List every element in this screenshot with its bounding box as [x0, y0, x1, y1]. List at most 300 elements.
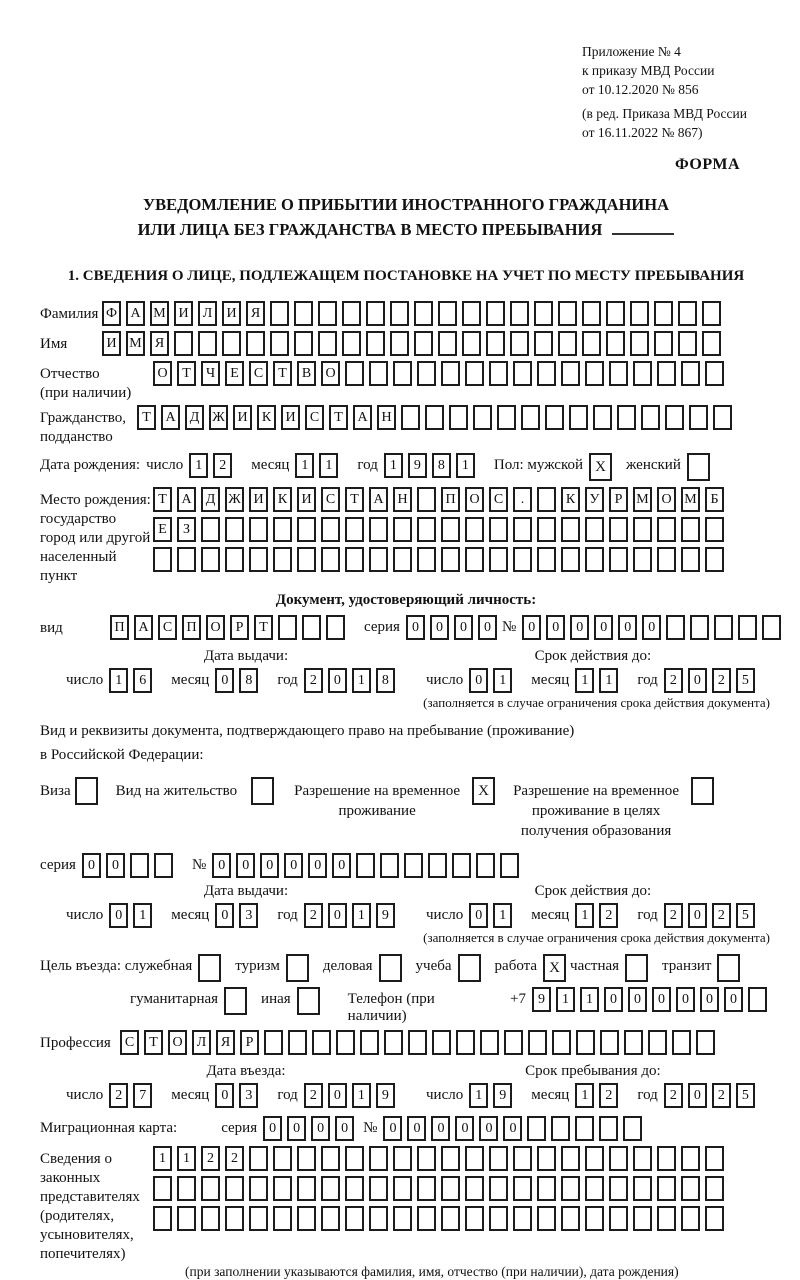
char-cell[interactable] — [428, 853, 447, 878]
purpose-tourism-checkbox[interactable] — [286, 954, 309, 982]
char-cell[interactable]: 1 — [133, 903, 152, 928]
char-cell[interactable]: 0 — [236, 853, 255, 878]
char-cell[interactable] — [600, 1030, 619, 1055]
char-cell[interactable]: З — [177, 517, 196, 542]
char-cell[interactable] — [321, 547, 340, 572]
char-cell[interactable] — [552, 1030, 571, 1055]
char-cell[interactable] — [681, 361, 700, 386]
char-cell[interactable]: Е — [153, 517, 172, 542]
char-cell[interactable]: 0 — [688, 903, 707, 928]
char-cell[interactable]: 0 — [215, 1083, 234, 1108]
char-cell[interactable] — [201, 1176, 220, 1201]
char-cell[interactable]: П — [110, 615, 129, 640]
char-cell[interactable]: 0 — [284, 853, 303, 878]
char-cell[interactable] — [609, 547, 628, 572]
char-cell[interactable] — [537, 361, 556, 386]
char-cell[interactable]: 5 — [736, 903, 755, 928]
char-cell[interactable] — [489, 547, 508, 572]
char-cell[interactable] — [393, 547, 412, 572]
char-cell[interactable] — [558, 301, 577, 326]
char-cell[interactable]: 0 — [215, 903, 234, 928]
char-cell[interactable]: Т — [137, 405, 156, 430]
char-cell[interactable] — [462, 331, 481, 356]
char-cell[interactable]: С — [158, 615, 177, 640]
char-cell[interactable] — [465, 517, 484, 542]
char-cell[interactable] — [384, 1030, 403, 1055]
char-cell[interactable]: К — [257, 405, 276, 430]
char-cell[interactable] — [657, 1146, 676, 1171]
char-cell[interactable] — [201, 517, 220, 542]
char-cell[interactable] — [153, 547, 172, 572]
char-cell[interactable] — [705, 361, 724, 386]
char-cell[interactable]: 2 — [712, 1083, 731, 1108]
char-cell[interactable]: 2 — [712, 903, 731, 928]
char-cell[interactable]: 2 — [201, 1146, 220, 1171]
char-cell[interactable] — [561, 547, 580, 572]
char-cell[interactable]: 2 — [599, 1083, 618, 1108]
char-cell[interactable] — [452, 853, 471, 878]
char-cell[interactable] — [534, 301, 553, 326]
char-cell[interactable]: И — [222, 301, 241, 326]
char-cell[interactable] — [705, 1206, 724, 1231]
char-cell[interactable]: А — [177, 487, 196, 512]
char-cell[interactable] — [561, 361, 580, 386]
char-cell[interactable]: 6 — [133, 668, 152, 693]
char-cell[interactable]: Т — [329, 405, 348, 430]
char-cell[interactable] — [177, 547, 196, 572]
char-cell[interactable]: . — [513, 487, 532, 512]
char-cell[interactable] — [249, 547, 268, 572]
char-cell[interactable] — [225, 517, 244, 542]
char-cell[interactable] — [473, 405, 492, 430]
char-cell[interactable]: 3 — [239, 903, 258, 928]
char-cell[interactable] — [513, 547, 532, 572]
char-cell[interactable]: Т — [254, 615, 273, 640]
char-cell[interactable]: 0 — [546, 615, 565, 640]
char-cell[interactable] — [393, 1206, 412, 1231]
char-cell[interactable]: 0 — [407, 1116, 426, 1141]
char-cell[interactable] — [633, 361, 652, 386]
char-cell[interactable] — [401, 405, 420, 430]
char-cell[interactable]: О — [168, 1030, 187, 1055]
char-cell[interactable] — [294, 331, 313, 356]
char-cell[interactable] — [417, 547, 436, 572]
char-cell[interactable] — [558, 331, 577, 356]
char-cell[interactable]: П — [441, 487, 460, 512]
char-cell[interactable] — [366, 301, 385, 326]
char-cell[interactable] — [249, 1176, 268, 1201]
char-cell[interactable] — [273, 1146, 292, 1171]
char-cell[interactable] — [713, 405, 732, 430]
char-cell[interactable] — [369, 547, 388, 572]
char-cell[interactable] — [302, 615, 321, 640]
purpose-work-checkbox[interactable]: X — [543, 954, 566, 982]
char-cell[interactable] — [681, 517, 700, 542]
char-cell[interactable] — [486, 331, 505, 356]
char-cell[interactable]: 1 — [352, 903, 371, 928]
char-cell[interactable]: 0 — [328, 668, 347, 693]
char-cell[interactable] — [345, 1176, 364, 1201]
char-cell[interactable] — [582, 331, 601, 356]
char-cell[interactable]: А — [369, 487, 388, 512]
char-cell[interactable]: 2 — [213, 453, 232, 478]
char-cell[interactable]: 0 — [260, 853, 279, 878]
char-cell[interactable]: 2 — [304, 1083, 323, 1108]
char-cell[interactable]: 5 — [736, 1083, 755, 1108]
char-cell[interactable] — [599, 1116, 618, 1141]
char-cell[interactable] — [441, 547, 460, 572]
char-cell[interactable]: 2 — [712, 668, 731, 693]
char-cell[interactable] — [545, 405, 564, 430]
char-cell[interactable]: С — [489, 487, 508, 512]
char-cell[interactable] — [297, 1146, 316, 1171]
char-cell[interactable] — [678, 301, 697, 326]
char-cell[interactable] — [609, 361, 628, 386]
char-cell[interactable] — [369, 517, 388, 542]
char-cell[interactable] — [617, 405, 636, 430]
char-cell[interactable] — [537, 1146, 556, 1171]
char-cell[interactable]: 0 — [335, 1116, 354, 1141]
char-cell[interactable] — [609, 1146, 628, 1171]
char-cell[interactable]: К — [561, 487, 580, 512]
char-cell[interactable] — [489, 1176, 508, 1201]
char-cell[interactable] — [510, 331, 529, 356]
char-cell[interactable]: 9 — [532, 987, 551, 1012]
char-cell[interactable] — [714, 615, 733, 640]
char-cell[interactable]: 0 — [454, 615, 473, 640]
char-cell[interactable] — [654, 331, 673, 356]
char-cell[interactable] — [705, 1176, 724, 1201]
char-cell[interactable] — [369, 361, 388, 386]
char-cell[interactable] — [585, 517, 604, 542]
char-cell[interactable] — [201, 547, 220, 572]
char-cell[interactable]: 9 — [376, 1083, 395, 1108]
char-cell[interactable] — [681, 547, 700, 572]
gender-female-checkbox[interactable] — [687, 453, 710, 481]
char-cell[interactable] — [489, 1206, 508, 1231]
char-cell[interactable] — [345, 547, 364, 572]
char-cell[interactable] — [630, 301, 649, 326]
char-cell[interactable] — [393, 1176, 412, 1201]
char-cell[interactable] — [561, 1206, 580, 1231]
char-cell[interactable] — [537, 1206, 556, 1231]
char-cell[interactable] — [476, 853, 495, 878]
char-cell[interactable] — [249, 1146, 268, 1171]
char-cell[interactable] — [225, 1176, 244, 1201]
char-cell[interactable] — [390, 301, 409, 326]
char-cell[interactable]: 0 — [106, 853, 125, 878]
char-cell[interactable] — [633, 517, 652, 542]
char-cell[interactable]: 1 — [384, 453, 403, 478]
char-cell[interactable] — [633, 1176, 652, 1201]
char-cell[interactable] — [360, 1030, 379, 1055]
char-cell[interactable] — [393, 517, 412, 542]
char-cell[interactable] — [177, 1206, 196, 1231]
char-cell[interactable] — [569, 405, 588, 430]
char-cell[interactable] — [465, 1176, 484, 1201]
char-cell[interactable]: Ж — [209, 405, 228, 430]
char-cell[interactable] — [489, 1146, 508, 1171]
char-cell[interactable] — [177, 1176, 196, 1201]
char-cell[interactable]: Я — [216, 1030, 235, 1055]
char-cell[interactable] — [606, 331, 625, 356]
char-cell[interactable] — [500, 853, 519, 878]
char-cell[interactable] — [462, 301, 481, 326]
char-cell[interactable]: 0 — [287, 1116, 306, 1141]
char-cell[interactable] — [513, 1176, 532, 1201]
char-cell[interactable]: 0 — [431, 1116, 450, 1141]
char-cell[interactable]: 9 — [376, 903, 395, 928]
purpose-humanitarian-checkbox[interactable] — [224, 987, 247, 1015]
char-cell[interactable] — [585, 547, 604, 572]
char-cell[interactable]: Т — [153, 487, 172, 512]
char-cell[interactable] — [297, 1206, 316, 1231]
char-cell[interactable]: 0 — [469, 668, 488, 693]
char-cell[interactable] — [465, 361, 484, 386]
char-cell[interactable]: 0 — [700, 987, 719, 1012]
char-cell[interactable]: Я — [150, 331, 169, 356]
char-cell[interactable] — [273, 1176, 292, 1201]
char-cell[interactable] — [585, 1206, 604, 1231]
char-cell[interactable]: Ж — [225, 487, 244, 512]
char-cell[interactable] — [345, 1146, 364, 1171]
char-cell[interactable] — [414, 301, 433, 326]
char-cell[interactable]: А — [353, 405, 372, 430]
char-cell[interactable] — [738, 615, 757, 640]
char-cell[interactable] — [273, 517, 292, 542]
char-cell[interactable] — [678, 331, 697, 356]
char-cell[interactable] — [417, 517, 436, 542]
char-cell[interactable]: В — [297, 361, 316, 386]
char-cell[interactable]: 0 — [503, 1116, 522, 1141]
char-cell[interactable] — [657, 361, 676, 386]
char-cell[interactable] — [449, 405, 468, 430]
char-cell[interactable]: И — [174, 301, 193, 326]
char-cell[interactable]: 2 — [304, 668, 323, 693]
char-cell[interactable]: 0 — [82, 853, 101, 878]
char-cell[interactable] — [153, 1176, 172, 1201]
char-cell[interactable]: Ф — [102, 301, 121, 326]
char-cell[interactable] — [432, 1030, 451, 1055]
char-cell[interactable]: П — [182, 615, 201, 640]
char-cell[interactable]: Р — [609, 487, 628, 512]
char-cell[interactable]: Т — [144, 1030, 163, 1055]
char-cell[interactable] — [690, 615, 709, 640]
char-cell[interactable]: Т — [177, 361, 196, 386]
char-cell[interactable] — [696, 1030, 715, 1055]
char-cell[interactable] — [465, 1146, 484, 1171]
char-cell[interactable] — [666, 615, 685, 640]
char-cell[interactable]: М — [633, 487, 652, 512]
char-cell[interactable] — [312, 1030, 331, 1055]
char-cell[interactable] — [345, 517, 364, 542]
char-cell[interactable]: 0 — [642, 615, 661, 640]
char-cell[interactable]: 1 — [352, 668, 371, 693]
char-cell[interactable]: 0 — [628, 987, 647, 1012]
char-cell[interactable] — [414, 331, 433, 356]
char-cell[interactable]: 0 — [676, 987, 695, 1012]
char-cell[interactable]: 1 — [493, 668, 512, 693]
char-cell[interactable] — [318, 301, 337, 326]
char-cell[interactable] — [225, 547, 244, 572]
char-cell[interactable] — [609, 517, 628, 542]
char-cell[interactable]: 0 — [594, 615, 613, 640]
char-cell[interactable]: 0 — [212, 853, 231, 878]
char-cell[interactable] — [480, 1030, 499, 1055]
char-cell[interactable] — [705, 517, 724, 542]
char-cell[interactable]: О — [465, 487, 484, 512]
char-cell[interactable] — [585, 1146, 604, 1171]
char-cell[interactable] — [425, 405, 444, 430]
char-cell[interactable]: Е — [225, 361, 244, 386]
char-cell[interactable]: А — [134, 615, 153, 640]
char-cell[interactable]: С — [249, 361, 268, 386]
char-cell[interactable]: О — [321, 361, 340, 386]
char-cell[interactable] — [246, 331, 265, 356]
char-cell[interactable] — [705, 547, 724, 572]
char-cell[interactable] — [705, 1146, 724, 1171]
char-cell[interactable] — [528, 1030, 547, 1055]
char-cell[interactable]: С — [321, 487, 340, 512]
char-cell[interactable] — [393, 361, 412, 386]
char-cell[interactable] — [633, 1146, 652, 1171]
char-cell[interactable] — [270, 301, 289, 326]
char-cell[interactable]: Н — [377, 405, 396, 430]
char-cell[interactable] — [748, 987, 767, 1012]
char-cell[interactable]: Т — [273, 361, 292, 386]
char-cell[interactable]: Т — [345, 487, 364, 512]
visa-checkbox[interactable] — [75, 777, 98, 805]
char-cell[interactable]: 1 — [456, 453, 475, 478]
char-cell[interactable]: С — [120, 1030, 139, 1055]
char-cell[interactable]: Л — [198, 301, 217, 326]
char-cell[interactable]: М — [681, 487, 700, 512]
char-cell[interactable] — [585, 361, 604, 386]
char-cell[interactable]: Д — [185, 405, 204, 430]
char-cell[interactable]: 1 — [153, 1146, 172, 1171]
char-cell[interactable]: 1 — [109, 668, 128, 693]
char-cell[interactable] — [623, 1116, 642, 1141]
char-cell[interactable] — [321, 1206, 340, 1231]
char-cell[interactable] — [336, 1030, 355, 1055]
char-cell[interactable] — [390, 331, 409, 356]
char-cell[interactable]: Р — [230, 615, 249, 640]
char-cell[interactable] — [264, 1030, 283, 1055]
char-cell[interactable] — [417, 1176, 436, 1201]
char-cell[interactable]: 0 — [430, 615, 449, 640]
char-cell[interactable]: И — [233, 405, 252, 430]
char-cell[interactable] — [456, 1030, 475, 1055]
char-cell[interactable]: Л — [192, 1030, 211, 1055]
char-cell[interactable] — [438, 301, 457, 326]
char-cell[interactable]: С — [305, 405, 324, 430]
char-cell[interactable] — [288, 1030, 307, 1055]
char-cell[interactable] — [630, 331, 649, 356]
char-cell[interactable] — [174, 331, 193, 356]
char-cell[interactable] — [489, 517, 508, 542]
char-cell[interactable]: 7 — [133, 1083, 152, 1108]
char-cell[interactable]: 1 — [599, 668, 618, 693]
char-cell[interactable]: 1 — [319, 453, 338, 478]
char-cell[interactable]: 2 — [225, 1146, 244, 1171]
char-cell[interactable] — [762, 615, 781, 640]
char-cell[interactable]: И — [102, 331, 121, 356]
char-cell[interactable]: 0 — [455, 1116, 474, 1141]
char-cell[interactable] — [321, 1176, 340, 1201]
char-cell[interactable] — [342, 301, 361, 326]
char-cell[interactable] — [657, 547, 676, 572]
char-cell[interactable]: 0 — [328, 1083, 347, 1108]
char-cell[interactable] — [294, 301, 313, 326]
char-cell[interactable] — [321, 517, 340, 542]
char-cell[interactable] — [404, 853, 423, 878]
char-cell[interactable] — [624, 1030, 643, 1055]
char-cell[interactable]: 3 — [239, 1083, 258, 1108]
char-cell[interactable]: 2 — [664, 1083, 683, 1108]
char-cell[interactable]: Р — [240, 1030, 259, 1055]
char-cell[interactable]: 1 — [295, 453, 314, 478]
char-cell[interactable]: И — [249, 487, 268, 512]
char-cell[interactable] — [441, 361, 460, 386]
char-cell[interactable] — [657, 1176, 676, 1201]
char-cell[interactable]: 1 — [352, 1083, 371, 1108]
char-cell[interactable]: 0 — [618, 615, 637, 640]
char-cell[interactable]: 8 — [376, 668, 395, 693]
char-cell[interactable] — [582, 301, 601, 326]
char-cell[interactable] — [273, 547, 292, 572]
char-cell[interactable]: О — [657, 487, 676, 512]
char-cell[interactable]: 2 — [664, 903, 683, 928]
char-cell[interactable]: 2 — [664, 668, 683, 693]
char-cell[interactable] — [297, 1176, 316, 1201]
char-cell[interactable] — [606, 301, 625, 326]
char-cell[interactable] — [278, 615, 297, 640]
char-cell[interactable]: 9 — [408, 453, 427, 478]
char-cell[interactable] — [513, 517, 532, 542]
char-cell[interactable] — [609, 1176, 628, 1201]
char-cell[interactable]: К — [273, 487, 292, 512]
char-cell[interactable]: 2 — [304, 903, 323, 928]
char-cell[interactable] — [609, 1206, 628, 1231]
char-cell[interactable] — [593, 405, 612, 430]
char-cell[interactable]: 0 — [332, 853, 351, 878]
char-cell[interactable] — [342, 331, 361, 356]
char-cell[interactable] — [537, 517, 556, 542]
char-cell[interactable]: Б — [705, 487, 724, 512]
char-cell[interactable] — [537, 547, 556, 572]
char-cell[interactable] — [665, 405, 684, 430]
char-cell[interactable] — [417, 487, 436, 512]
char-cell[interactable] — [393, 1146, 412, 1171]
char-cell[interactable]: 1 — [575, 668, 594, 693]
char-cell[interactable]: 0 — [406, 615, 425, 640]
char-cell[interactable]: А — [126, 301, 145, 326]
char-cell[interactable]: 2 — [599, 903, 618, 928]
char-cell[interactable]: 0 — [604, 987, 623, 1012]
char-cell[interactable] — [417, 361, 436, 386]
char-cell[interactable]: 0 — [479, 1116, 498, 1141]
char-cell[interactable]: А — [161, 405, 180, 430]
char-cell[interactable] — [510, 301, 529, 326]
char-cell[interactable] — [633, 1206, 652, 1231]
char-cell[interactable] — [438, 331, 457, 356]
char-cell[interactable] — [702, 301, 721, 326]
char-cell[interactable]: 0 — [478, 615, 497, 640]
char-cell[interactable] — [657, 517, 676, 542]
char-cell[interactable] — [369, 1206, 388, 1231]
char-cell[interactable] — [585, 1176, 604, 1201]
gender-male-checkbox[interactable]: X — [589, 453, 612, 481]
